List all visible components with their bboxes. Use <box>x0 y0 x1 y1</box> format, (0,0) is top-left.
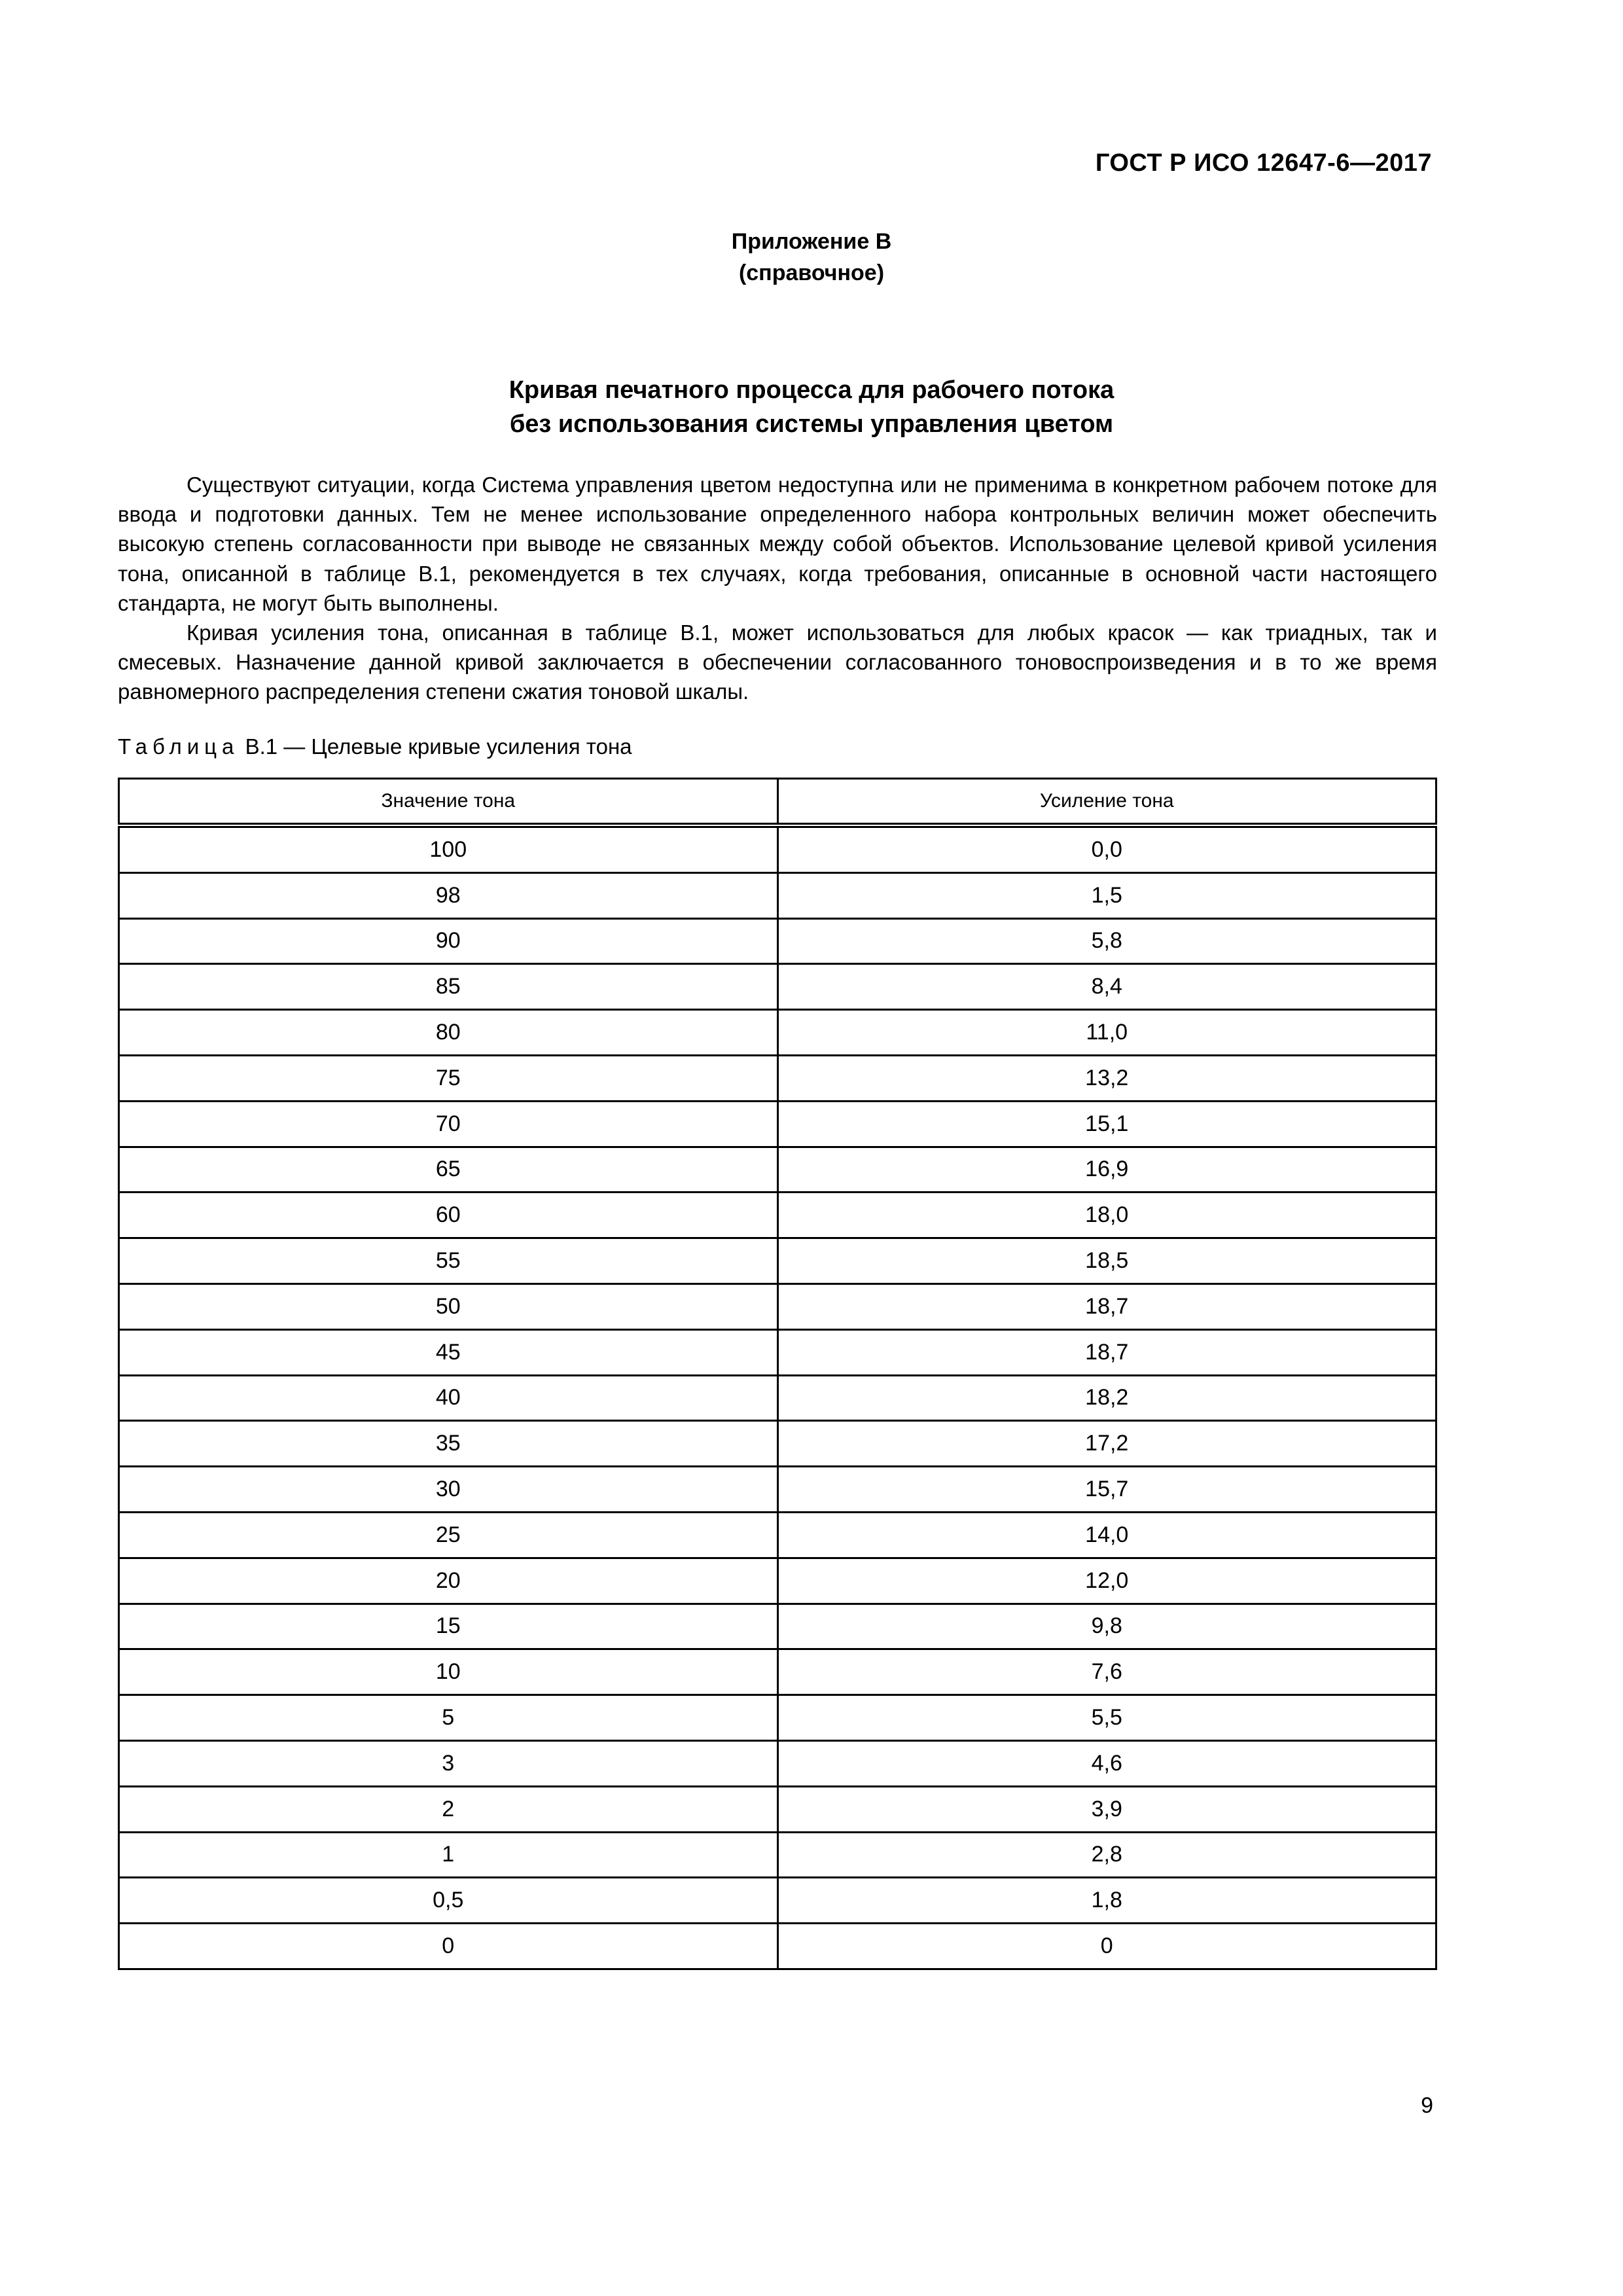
tone-gain-cell: 18,7 <box>777 1329 1436 1375</box>
page-number: 9 <box>1421 2093 1433 2118</box>
table-row <box>119 964 1436 1010</box>
paragraph-1: Существуют ситуации, когда Система управления цветом недоступна или не применима в конкретном рабочем потоке для ввода и подготовки данных. Тем не менее использование определенного набора контрольных величин может обеспечить высокую степень согласованности при выводе не связанных между собой объектов. Использование целевой кривой усиления тона, описанной в таблице В.1, рекомендуется в тех случаях, когда требования, описанные в основной части настоящего стандарта, не могут быть выполнены. <box>118 473 1437 615</box>
tone-value-cell: 40 <box>119 1375 778 1421</box>
tone-gain-cell: 18,7 <box>777 1283 1436 1329</box>
body-text <box>118 470 1437 707</box>
tone-gain-cell: 5,8 <box>777 918 1436 964</box>
tone-gain-cell: 1,8 <box>777 1878 1436 1924</box>
column-header-tone-value: Значение тона <box>119 779 778 826</box>
tone-value-cell: 25 <box>119 1512 778 1558</box>
table-row <box>119 1375 1436 1421</box>
table-row <box>119 1786 1436 1832</box>
table-row <box>119 1147 1436 1193</box>
table-caption <box>118 732 632 761</box>
tone-gain-cell: 9,8 <box>777 1604 1436 1649</box>
table-row <box>119 825 1436 872</box>
column-header-tone-gain: Усиление тона <box>777 779 1436 826</box>
tone-value-cell: 55 <box>119 1238 778 1284</box>
tone-gain-cell: 7,6 <box>777 1649 1436 1695</box>
tone-value-cell: 5 <box>119 1695 778 1741</box>
tone-gain-cell: 13,2 <box>777 1055 1436 1101</box>
tone-value-cell: 90 <box>119 918 778 964</box>
table-row <box>119 1283 1436 1329</box>
tone-value-cell: 2 <box>119 1786 778 1832</box>
table-row <box>119 1604 1436 1649</box>
table-row <box>119 1467 1436 1513</box>
table-row <box>119 1010 1436 1056</box>
tone-value-cell: 65 <box>119 1147 778 1193</box>
table-caption-label: Таблица <box>118 734 240 759</box>
tone-gain-cell: 18,2 <box>777 1375 1436 1421</box>
tone-gain-cell: 18,0 <box>777 1193 1436 1238</box>
tone-gain-cell: 8,4 <box>777 964 1436 1010</box>
tone-gain-cell: 18,5 <box>777 1238 1436 1284</box>
tone-value-cell: 15 <box>119 1604 778 1649</box>
appendix-title: Приложение В <box>731 229 892 254</box>
tone-gain-cell: 3,9 <box>777 1786 1436 1832</box>
table-row <box>119 1924 1436 1969</box>
section-title-line-1: Кривая печатного процесса для рабочего потока <box>508 376 1115 404</box>
tone-value-cell: 50 <box>119 1283 778 1329</box>
table-row <box>119 1329 1436 1375</box>
tone-gain-cell: 14,0 <box>777 1512 1436 1558</box>
document-number: ГОСТ Р ИСО 12647-6—2017 <box>1095 149 1432 177</box>
tone-value-cell: 85 <box>119 964 778 1010</box>
table-row <box>119 1512 1436 1558</box>
table-row <box>119 1832 1436 1878</box>
tone-value-cell: 45 <box>119 1329 778 1375</box>
tone-value-cell: 60 <box>119 1193 778 1238</box>
tone-gain-cell: 15,7 <box>777 1467 1436 1513</box>
tone-gain-cell: 1,5 <box>777 872 1436 918</box>
section-title-line-2: без использования системы управления цветом <box>509 410 1114 438</box>
tone-value-cell: 20 <box>119 1558 778 1604</box>
table-row <box>119 1878 1436 1924</box>
table-row <box>119 1421 1436 1467</box>
table-caption-text: В.1 — Целевые кривые усиления тона <box>245 734 632 759</box>
paragraph-2: Кривая усиления тона, описанная в таблице В.1, может использоваться для любых красок — как триадных, так и смесевых. Назначение данной кривой заключается в обеспечении согласованного тоновоспроизведения и в то же время равномерного распределения степени сжатия тоновой шкалы. <box>118 620 1437 704</box>
tone-value-cell: 1 <box>119 1832 778 1878</box>
tone-gain-cell: 5,5 <box>777 1695 1436 1741</box>
tone-value-cell: 10 <box>119 1649 778 1695</box>
table-row <box>119 1695 1436 1741</box>
tone-gain-cell: 15,1 <box>777 1101 1436 1147</box>
table-header-row <box>119 779 1436 826</box>
tone-value-cell: 0,5 <box>119 1878 778 1924</box>
table-row <box>119 1055 1436 1101</box>
tone-value-cell: 35 <box>119 1421 778 1467</box>
tone-gain-cell: 17,2 <box>777 1421 1436 1467</box>
tone-gain-cell: 2,8 <box>777 1832 1436 1878</box>
table-row <box>119 1649 1436 1695</box>
tone-gain-cell: 4,6 <box>777 1740 1436 1786</box>
appendix-heading <box>0 226 1623 289</box>
tone-gain-cell: 0 <box>777 1924 1436 1969</box>
tone-value-cell: 98 <box>119 872 778 918</box>
table-row <box>119 1193 1436 1238</box>
table-row <box>119 872 1436 918</box>
tone-gain-cell: 16,9 <box>777 1147 1436 1193</box>
tone-gain-cell: 11,0 <box>777 1010 1436 1056</box>
appendix-status: (справочное) <box>738 260 885 285</box>
table-row <box>119 918 1436 964</box>
table-row <box>119 1558 1436 1604</box>
table-row <box>119 1238 1436 1284</box>
tone-value-cell: 0 <box>119 1924 778 1969</box>
table-row <box>119 1740 1436 1786</box>
tone-value-cell: 3 <box>119 1740 778 1786</box>
section-title <box>0 373 1623 441</box>
tone-value-cell: 80 <box>119 1010 778 1056</box>
tone-value-cell: 30 <box>119 1467 778 1513</box>
tone-value-cell: 100 <box>119 825 778 872</box>
tone-gain-cell: 12,0 <box>777 1558 1436 1604</box>
table-body <box>119 825 1436 1969</box>
tone-value-cell: 70 <box>119 1101 778 1147</box>
table-row <box>119 1101 1436 1147</box>
tone-gain-table <box>118 778 1437 1970</box>
tone-gain-cell: 0,0 <box>777 825 1436 872</box>
tone-value-cell: 75 <box>119 1055 778 1101</box>
